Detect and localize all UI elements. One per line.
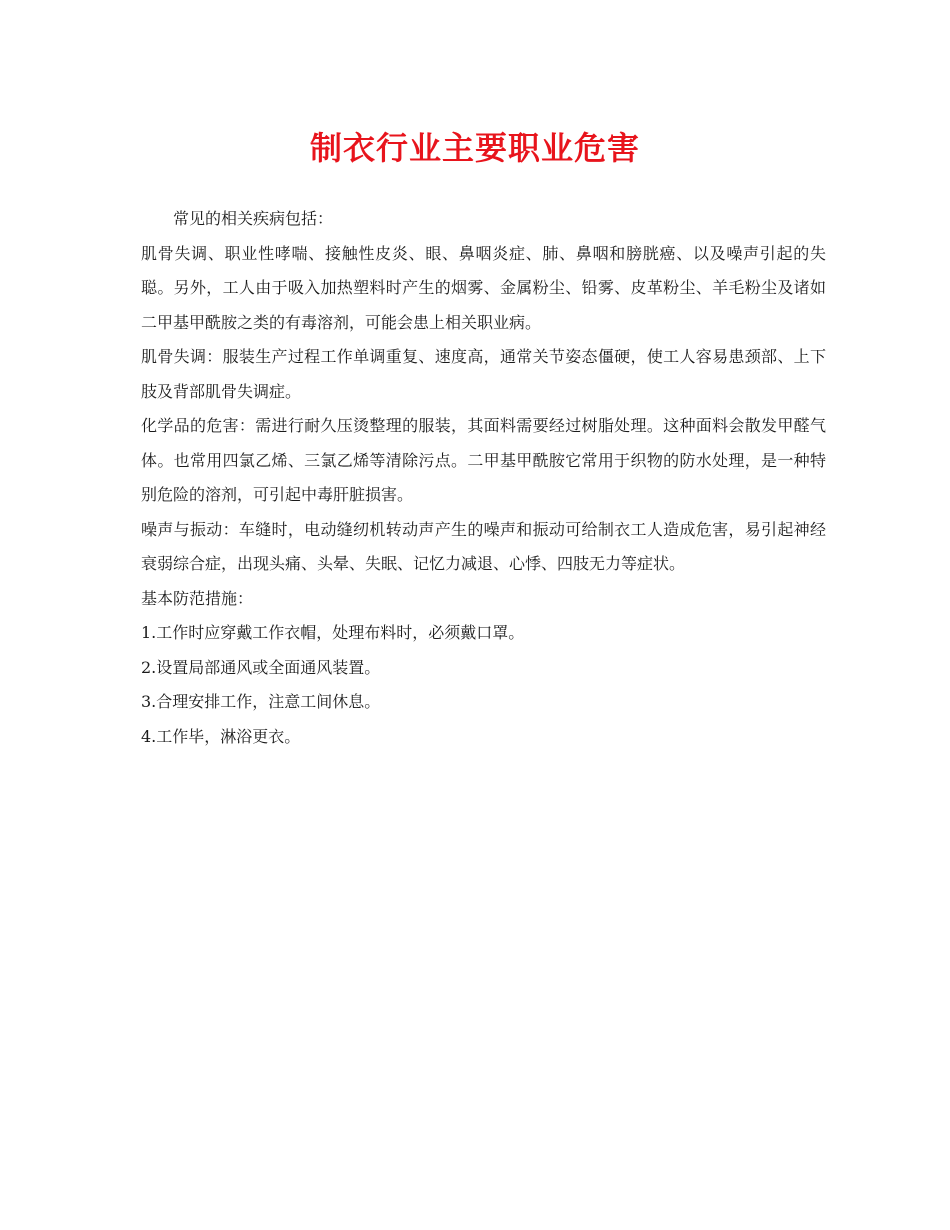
list-item-measure-1: 1.工作时应穿戴工作衣帽，处理布料时，必须戴口罩。 xyxy=(141,623,525,642)
paragraph-measures-heading: 基本防范措施： xyxy=(141,588,254,608)
paragraph-chemical: 化学品的危害：需进行耐久压烫整理的服装，其面料需要经过树脂处理。这种面料会散发甲醛气体。也常用四氯乙烯、三氯乙烯等清除污点。二甲基甲酰胺它常用于织物的防水处理，是一种特别危险的溶剂，可引起中毒肝脏损害。 xyxy=(141,416,826,504)
document-body xyxy=(141,202,826,754)
list-item-measure-4: 4.工作毕，淋浴更衣。 xyxy=(141,726,301,746)
paragraph-intro: 常见的相关疾病包括： xyxy=(173,209,334,228)
list-item-measure-3: 3.合理安排工作，注意工间休息。 xyxy=(141,692,381,711)
list-item-measure-2: 2.设置局部通风或全面通风装置。 xyxy=(141,657,381,677)
paragraph-musculoskeletal: 肌骨失调：服装生产过程工作单调重复、速度高，通常关节姿态僵硬，使工人容易患颈部、上下肢及背部肌骨失调症。 xyxy=(141,347,826,401)
document-title: 制衣行业主要职业危害 xyxy=(309,129,640,167)
paragraph-noise: 噪声与振动：车缝时，电动缝纫机转动声产生的噪声和振动可给制衣工人造成危害，易引起神经衰弱综合症，出现头痛、头晕、失眠、记忆力减退、心悸、四肢无力等症状。 xyxy=(141,519,826,573)
paragraph-diseases: 肌骨失调、职业性哮喘、接触性皮炎、眼、鼻咽炎症、肺、鼻咽和膀胱癌、以及噪声引起的失聪。另外，工人由于吸入加热塑料时产生的烟雾、金属粉尘、铅雾、皮革粉尘、羊毛粉尘及诸如二甲基甲酰胺之类的有毒溶剂，可能会患上相关职业病。 xyxy=(141,243,826,332)
